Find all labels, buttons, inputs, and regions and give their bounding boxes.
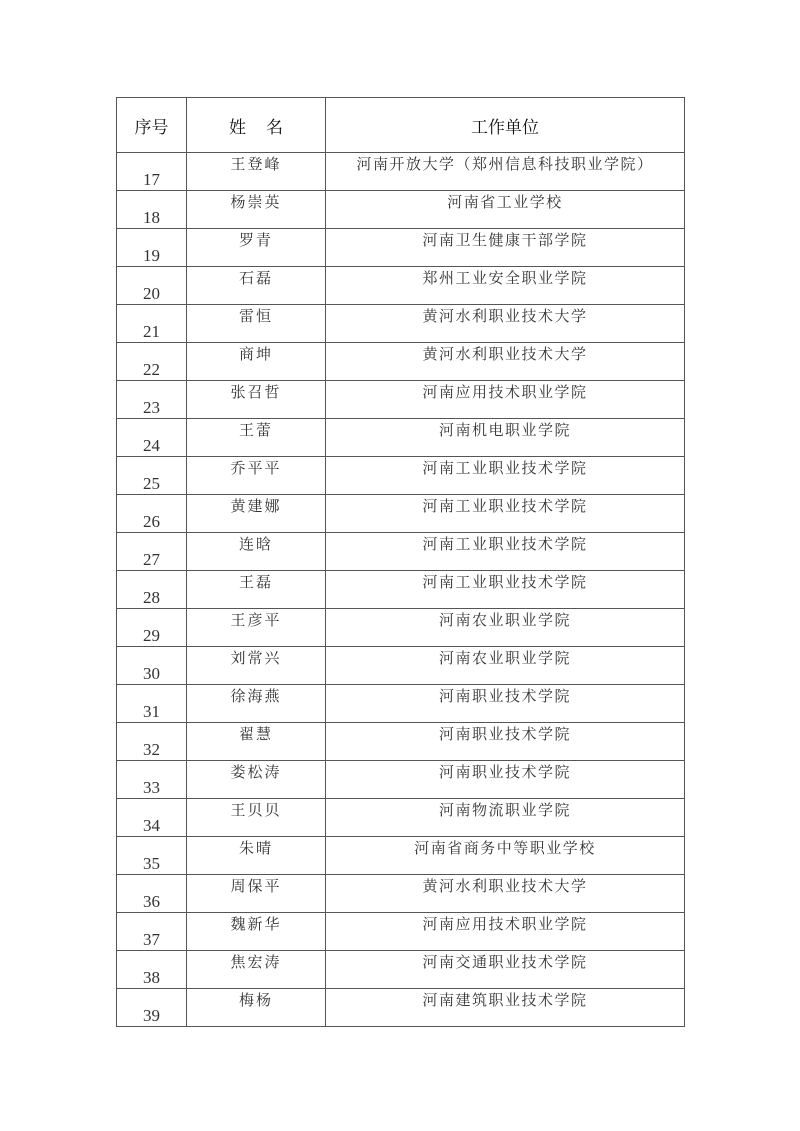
row-name: 张召哲 — [187, 381, 326, 419]
row-name: 雷恒 — [187, 305, 326, 343]
table-row — [117, 799, 685, 837]
header-index: 序号 — [117, 98, 187, 153]
row-unit: 河南交通职业技术学院 — [326, 951, 685, 989]
table-row — [117, 419, 685, 457]
row-name: 梅杨 — [187, 989, 326, 1027]
table-body — [117, 153, 685, 1027]
row-unit: 河南应用技术职业学院 — [326, 381, 685, 419]
table-row — [117, 495, 685, 533]
table-row — [117, 685, 685, 723]
table-row — [117, 191, 685, 229]
row-index: 24 — [117, 419, 187, 457]
table-header — [117, 98, 685, 153]
row-unit: 河南省商务中等职业学校 — [326, 837, 685, 875]
row-name: 娄松涛 — [187, 761, 326, 799]
row-name: 翟慧 — [187, 723, 326, 761]
row-unit: 河南职业技术学院 — [326, 761, 685, 799]
row-name: 王彦平 — [187, 609, 326, 647]
row-index: 28 — [117, 571, 187, 609]
row-index: 32 — [117, 723, 187, 761]
header-name — [187, 98, 326, 153]
row-unit: 河南省工业学校 — [326, 191, 685, 229]
table-row — [117, 875, 685, 913]
row-unit: 河南物流职业学院 — [326, 799, 685, 837]
row-index: 22 — [117, 343, 187, 381]
row-name: 乔平平 — [187, 457, 326, 495]
header-name-second: 名 — [266, 117, 283, 138]
row-name: 魏新华 — [187, 913, 326, 951]
row-index: 34 — [117, 799, 187, 837]
row-unit: 郑州工业安全职业学院 — [326, 267, 685, 305]
row-index: 21 — [117, 305, 187, 343]
row-index: 33 — [117, 761, 187, 799]
table-row — [117, 837, 685, 875]
row-unit: 河南工业职业技术学院 — [326, 457, 685, 495]
table-row — [117, 723, 685, 761]
table-row — [117, 343, 685, 381]
row-unit: 黄河水利职业技术大学 — [326, 343, 685, 381]
row-name: 商坤 — [187, 343, 326, 381]
row-unit: 河南卫生健康干部学院 — [326, 229, 685, 267]
row-index: 18 — [117, 191, 187, 229]
row-unit: 河南开放大学（郑州信息科技职业学院） — [326, 153, 685, 191]
table-row — [117, 761, 685, 799]
row-unit: 河南职业技术学院 — [326, 685, 685, 723]
table-row — [117, 533, 685, 571]
row-index: 39 — [117, 989, 187, 1027]
row-unit: 河南机电职业学院 — [326, 419, 685, 457]
row-unit: 河南工业职业技术学院 — [326, 533, 685, 571]
row-index: 38 — [117, 951, 187, 989]
row-unit: 河南农业职业学院 — [326, 647, 685, 685]
table-row — [117, 989, 685, 1027]
row-name: 杨崇英 — [187, 191, 326, 229]
table-row — [117, 381, 685, 419]
table-row — [117, 153, 685, 191]
row-unit: 河南工业职业技术学院 — [326, 495, 685, 533]
row-unit: 黄河水利职业技术大学 — [326, 305, 685, 343]
row-unit: 黄河水利职业技术大学 — [326, 875, 685, 913]
table-row — [117, 229, 685, 267]
header-name-first: 姓 — [229, 117, 246, 138]
row-name: 王蕾 — [187, 419, 326, 457]
row-unit: 河南农业职业学院 — [326, 609, 685, 647]
row-index: 19 — [117, 229, 187, 267]
row-name: 王贝贝 — [187, 799, 326, 837]
row-name: 刘常兴 — [187, 647, 326, 685]
row-name: 王登峰 — [187, 153, 326, 191]
table-row — [117, 951, 685, 989]
row-unit: 河南建筑职业技术学院 — [326, 989, 685, 1027]
row-index: 27 — [117, 533, 187, 571]
row-index: 20 — [117, 267, 187, 305]
row-unit: 河南职业技术学院 — [326, 723, 685, 761]
row-unit: 河南应用技术职业学院 — [326, 913, 685, 951]
row-name: 焦宏涛 — [187, 951, 326, 989]
row-name: 朱晴 — [187, 837, 326, 875]
row-index: 17 — [117, 153, 187, 191]
row-index: 29 — [117, 609, 187, 647]
table-row — [117, 267, 685, 305]
row-name: 罗青 — [187, 229, 326, 267]
row-name: 黄建娜 — [187, 495, 326, 533]
row-name: 石磊 — [187, 267, 326, 305]
roster-table — [116, 97, 685, 1027]
table-row — [117, 571, 685, 609]
row-index: 31 — [117, 685, 187, 723]
row-index: 26 — [117, 495, 187, 533]
row-index: 36 — [117, 875, 187, 913]
table-row — [117, 457, 685, 495]
row-index: 37 — [117, 913, 187, 951]
table-row — [117, 305, 685, 343]
table-row — [117, 647, 685, 685]
row-index: 23 — [117, 381, 187, 419]
table-row — [117, 913, 685, 951]
header-row — [117, 98, 685, 153]
row-index: 35 — [117, 837, 187, 875]
row-name: 周保平 — [187, 875, 326, 913]
row-index: 30 — [117, 647, 187, 685]
row-unit: 河南工业职业技术学院 — [326, 571, 685, 609]
header-unit: 工作单位 — [326, 98, 685, 153]
row-name: 连晗 — [187, 533, 326, 571]
row-index: 25 — [117, 457, 187, 495]
table-row — [117, 609, 685, 647]
row-name: 徐海燕 — [187, 685, 326, 723]
row-name: 王磊 — [187, 571, 326, 609]
